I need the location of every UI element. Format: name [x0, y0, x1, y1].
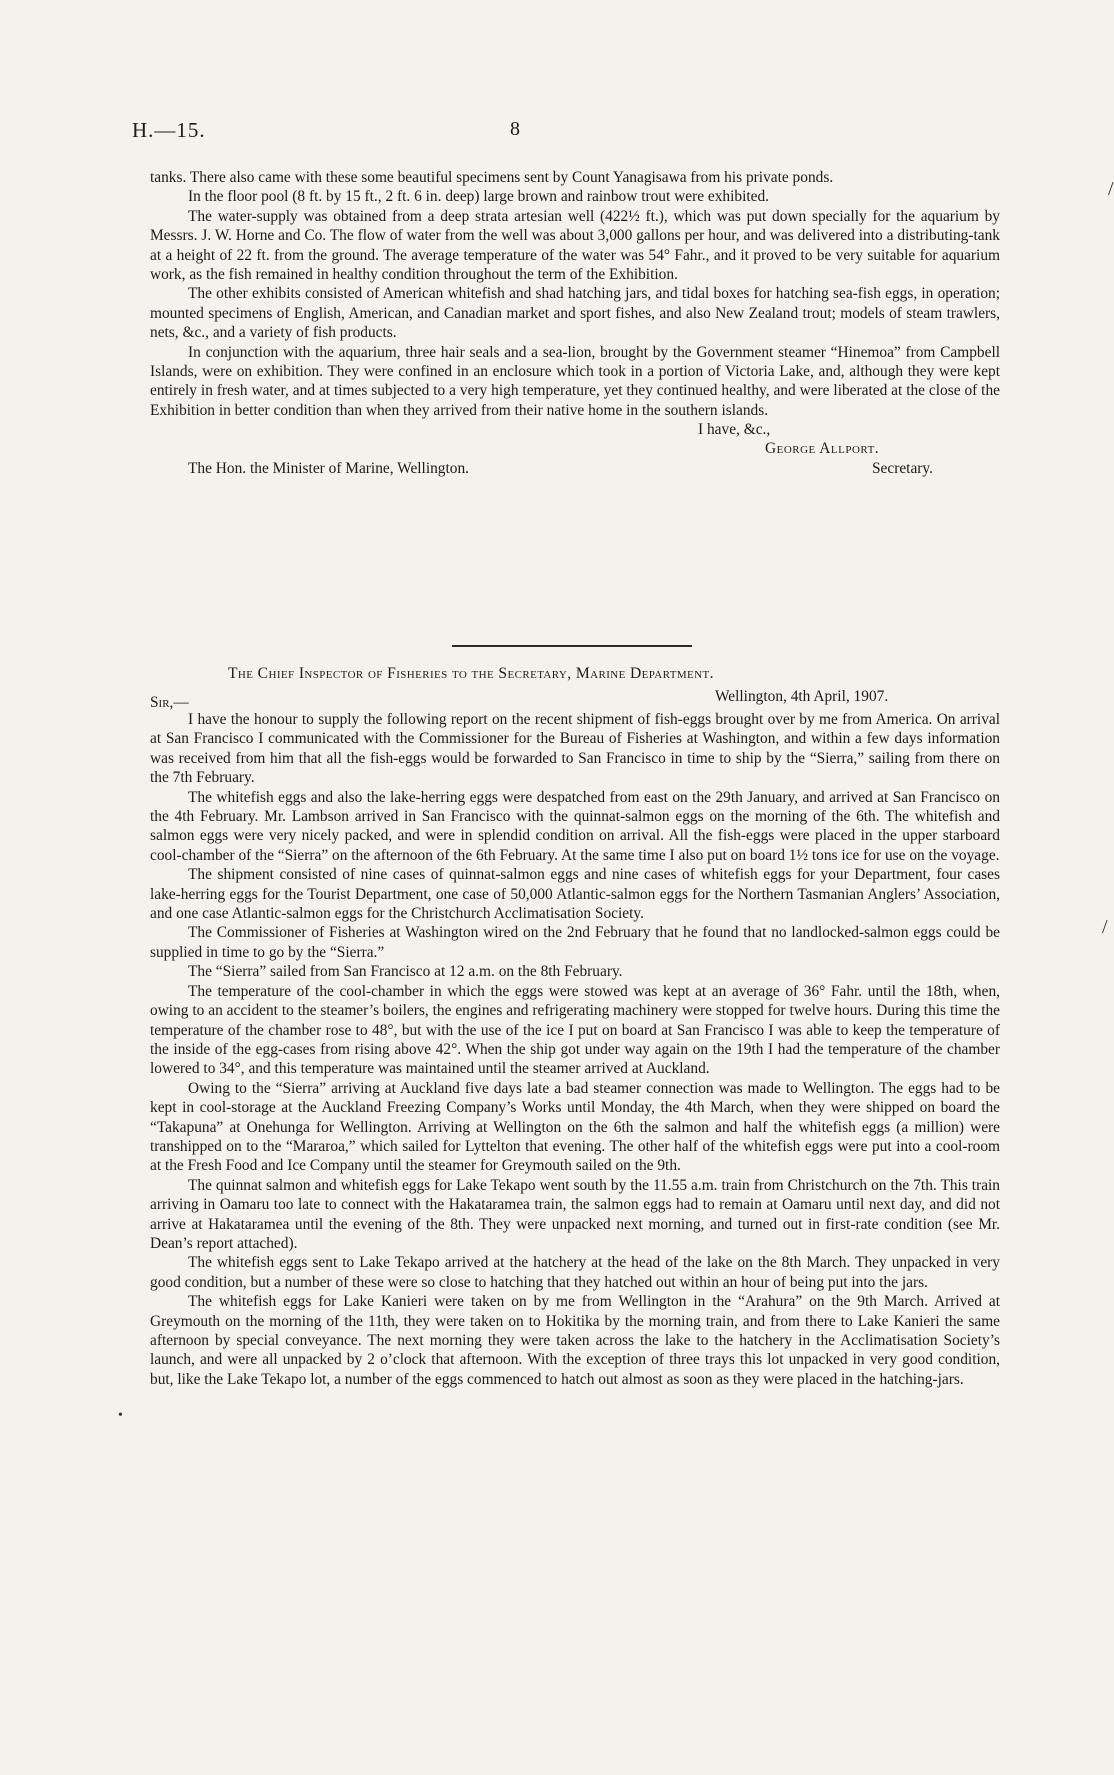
paragraph: In conjunction with the aquarium, three hair seals and a sea-lion, brought by the Government steamer “Hinemoa” from Campbell Islands, were on exhibition. They were confined in an enclosure which took in a portion of Victoria Lake, and, although they were kept entirely in fresh water, and at times subjected to a very high temperature, yet they continued healthy, and were liberated at the close of the Exhibition in better condition than when they arrived from their native home in the southern islands.: [150, 343, 1000, 419]
page-number: 8: [510, 118, 520, 140]
section-fish-eggs-report: [150, 710, 1000, 1389]
letter-heading: [0, 665, 1114, 687]
paragraph: Owing to the “Sierra” arriving at Auckland five days late a bad steamer connection was made to Wellington. The eggs had to be kept in cool-storage at the Auckland Freezing Company’s Works until Monday, the 4th March, when they were shipped on board the “Takapuna” at Onehunga for Wellington. Arriving at Wellington on the 6th the salmon and half the whitefish eggs (a million) were transhipped on to the “Mararoa,” which sailed for Lyttelton that evening. The other half of the whitefish eggs were put into a cool-room at the Fresh Food and Ice Company until the steamer for Greymouth sailed on the 9th.: [150, 1079, 1000, 1175]
paragraph: The “Sierra” sailed from San Francisco at 12 a.m. on the 8th February.: [188, 963, 623, 981]
paragraph: The whitefish eggs for Lake Kanieri were taken on by me from Wellington in the “Arahura” on the 9th March. Arrived at Greymouth on the morning of the 11th, they were taken on to Hokitika by the morning train, and from there to Lake Kanieri the same afternoon by special conveyance. The next morning they were taken across the lake to the hatchery in the Acclimatisation Society’s launch, and were all unpacked by 2 o’clock that afternoon. With the exception of three trays this lot unpacked in very good condition, but, like the Lake Tekapo lot, a number of the eggs commenced to hatch out almost as soon as they were placed in the hatching-jars.: [150, 1293, 1000, 1388]
paragraph: The other exhibits consisted of American whitefish and shad hatching jars, and tidal boxes for hatching sea-fish eggs, in operation; mounted specimens of English, American, and Canadian market and sport fishes, and also New Zealand trout; models of steam trawlers, nets, &c., and a variety of fish products.: [150, 285, 1000, 342]
letter-heading-text: The Chief Inspector of Fisheries to the Secretary, Marine Department.: [228, 665, 714, 682]
paragraph: The whitefish eggs and also the lake-herring eggs were despatched from east on the 29th January, and arrived at San Francisco on the 4th February. Mr. Lambson arrived in San Francisco with the quinnat-salmon eggs on the morning of the 6th. The whitefish and salmon eggs were very nicely packed, and were in splendid condition on arrival. All the fish-eggs were placed in the upper starboard cool-chamber of the “Sierra” on the afternoon of the 6th February. At the same time I also put on board 1½ tons ice for use on the voyage.: [150, 788, 1000, 864]
letter-signoff: [150, 420, 1000, 478]
signatory-title: Secretary.: [872, 460, 933, 478]
paragraph: The water-supply was obtained from a deep strata artesian well (422½ ft.), which was put down specially for the aquarium by Messrs. J. W. Horne and Co. The flow of water from the well was about 3,000 gallons per hour, and was delivered into a distributing-tank at a height of 22 ft. from the ground. The average temperature of the water was 54° Fahr., and it proved to be very suitable for aquarium work, as the fish remained in healthy condition throughout the term of the Exhibition.: [150, 207, 1000, 284]
margin-mark-icon: /: [1102, 916, 1108, 938]
place-date: Wellington, 4th April, 1907.: [715, 688, 889, 705]
paragraph: The whitefish eggs sent to Lake Tekapo arrived at the hatchery at the head of the lake on the 8th March. They unpacked in very good condition, but a number of these were so close to hatching that they hatched out within an hour of being put into the jars.: [150, 1254, 1000, 1291]
paragraph: In the floor pool (8 ft. by 15 ft., 2 ft. 6 in. deep) large brown and rainbow trout were exhibited.: [188, 188, 769, 206]
paragraph: tanks. There also came with these some beautiful specimens sent by Count Yanagisawa from his private ponds.: [150, 169, 834, 186]
document-reference: H.—15.: [132, 118, 206, 142]
paragraph: I have the honour to supply the following report on the recent shipment of fish-eggs brought over by me from America. On arrival at San Francisco I communicated with the Commissioner for the Bureau of Fisheries at Washington, and within a few days information was received from him that all the fish-eggs would be forwarded to San Francisco in time to ship by the “Sierra,” sailing from there on the 7th February.: [150, 711, 1000, 787]
paragraph: The Commissioner of Fisheries at Washington wired on the 2nd February that he found that no landlocked-salmon eggs could be supplied in time to go by the “Sierra.”: [150, 924, 1000, 961]
paragraph: The quinnat salmon and whitefish eggs for Lake Tekapo went south by the 11.55 a.m. train from Christchurch on the 7th. This train arriving in Oamaru too late to connect with the Hakataramea train, the salmon eggs had to remain at Oamaru until next day, and did not arrive at Hakataramea until the evening of the 8th. They were unpacked next morning, and turned out in first-rate condition (see Mr. Dean’s report attached).: [150, 1176, 1000, 1252]
addressee: The Hon. the Minister of Marine, Wellington.: [188, 460, 470, 478]
paragraph: The temperature of the cool-chamber in which the eggs were stowed was kept at an average of 36° Fahr. until the 18th, when, owing to an accident to the steamer’s boilers, the engines and refrigerating machinery were stopped for twelve hours. During this time the temperature of the chamber rose to 48°, but with the use of the ice I put on board at San Francisco I was able to keep the temperature of the inside of the egg-cases from rising above 42°. When the ship got under way again on the 19th I had the temperature of the chamber lowered to 34°, and this temperature was maintained until the steamer arrived at Auckland.: [150, 982, 1000, 1078]
section-divider: [452, 645, 692, 647]
margin-dot-icon: •: [118, 1408, 123, 1423]
salutation: Sir,—: [150, 694, 189, 711]
letter-greeting: [150, 688, 1000, 710]
closing: I have, &c.,: [698, 421, 771, 439]
page-header: [132, 118, 892, 148]
margin-mark-icon: /: [1108, 178, 1114, 200]
signatory-name: George Allport.: [765, 440, 880, 458]
paragraph: The shipment consisted of nine cases of quinnat-salmon eggs and nine cases of whitefish eggs for your Department, four cases lake-herring eggs for the Tourist Department, one case of 50,000 Atlantic-salmon eggs for the Northern Tasmanian Anglers’ Association, and one case Atlantic-salmon eggs for the Christchurch Acclimatisation Society.: [150, 866, 1000, 923]
section-aquarium-report: [150, 168, 1000, 478]
